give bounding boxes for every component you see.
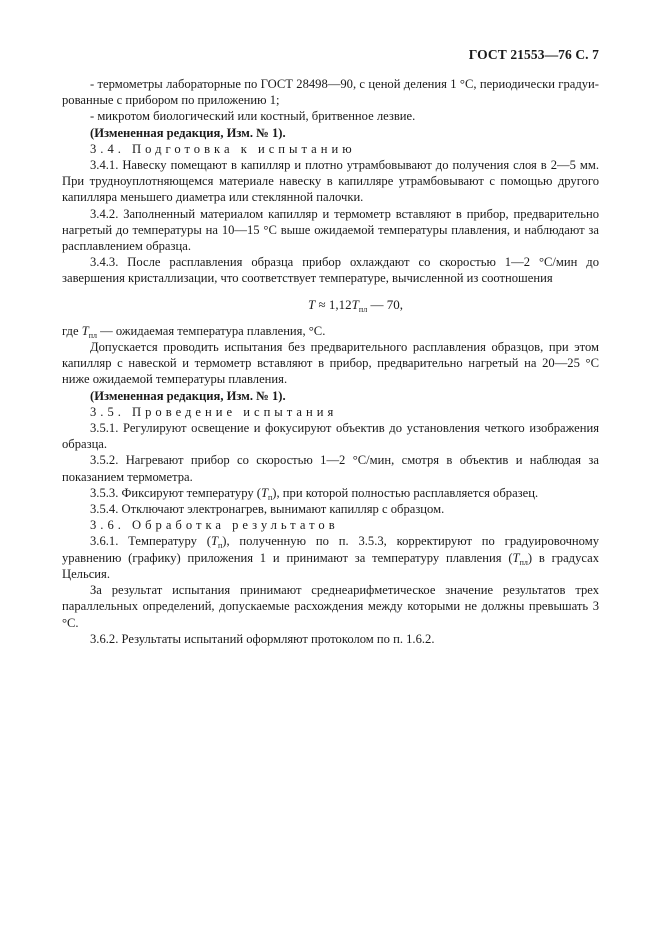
paragraph-3-4-2: 3.4.2. Заполненный материалом капилляр и термометр вставляют в прибор, предварительно нагретый до температуры на 10—15 °С выше ожидаемой температуры плавления, и наблюдают за расплавлением образца. <box>62 206 599 254</box>
paragraph-3-4-3: 3.4.3. После расплавления образца прибор охлаждают со скоростью 1—2 °С/мин до завершения кристаллизации, что соответствует температуре, вычисленной из соотношения <box>62 255 599 286</box>
t-symbol: T <box>210 534 218 549</box>
amendment-note: (Измененная редакция, Изм. № 1). <box>90 125 286 140</box>
paragraph-3-4-1: 3.4.1. Навеску помещают в капилляр и плотно утрамбовывают до получения слоя в 2—5 мм. При трудноуплотняющемся материале навеску в капилляре утрамбовывают с помощью другого капилляра меньшего диаметра или стеклянной палочки. <box>62 158 599 205</box>
paragraph-3-5-2: 3.5.2. Нагревают прибор со скоростью 1—2 °С/мин, смотря в объектив и наблюдая за показанием термометра. <box>62 453 599 484</box>
amendment-note-2: (Измененная редакция, Изм. № 1). <box>90 388 286 403</box>
section-heading-processing: 3.6. Обработка результатов <box>90 518 339 533</box>
t-symbol-2: T <box>512 550 520 565</box>
paragraph-3-6-2: 3.6.2. Результаты испытаний оформляют протоколом по п. 1.6.2. <box>90 631 435 646</box>
paragraph-3-6-1 <box>62 533 599 582</box>
paragraph-3-5-4: 3.5.4. Отключают электронагрев, вынимают капилляр с образцом. <box>90 502 445 517</box>
formula <box>62 297 599 313</box>
text-b: ), полученную по п. 3.5.3, корректируют по градуировочному уравнению (графику) приложения 1 и принимают за температуру плавления ( <box>62 534 599 565</box>
paragraph-allowed: Допускается проводить испытания без предварительного расплавления образцов, при этом капилляр с навеской и термометр вставляют в прибор, предварительно нагретый на 20—25 °С ниже ожидаемой температуры плавления. <box>62 340 599 387</box>
where-text: — ожидаемая температура плавления, °С. <box>96 323 326 338</box>
text-b: ), при которой полностью расплавляется образец. <box>272 485 539 500</box>
formula-sub: пл <box>358 304 368 314</box>
t-sub-2: пл <box>519 557 528 567</box>
text-c: ) в градусах Цельсия. <box>62 550 600 581</box>
where-sub: пл <box>88 330 97 340</box>
t-sub: п <box>268 492 273 502</box>
paragraph-3-5-1: 3.5.1. Регулируют освещение и фокусируют объектив до установления четкого изображения образца. <box>62 421 599 452</box>
formula-rhs: — 70, <box>367 296 403 312</box>
t-sub: п <box>217 541 223 551</box>
paragraph-result: За результат испытания принимают среднеарифметическое значение результатов трех параллельных определений, допускаемые расхождения между которыми не должны превышать 3 °С. <box>62 583 599 630</box>
paragraph-3-5-3 <box>62 485 599 501</box>
text-a: 3.6.1. Температуру ( <box>90 534 211 549</box>
t-symbol: T <box>261 485 269 500</box>
formula-lhs: T <box>308 296 316 312</box>
paragraph-where <box>62 323 599 339</box>
where-t: T <box>81 323 89 338</box>
text-a: 3.5.3. Фиксируют температуру ( <box>90 485 261 500</box>
paragraph-thermometers-cont: рованные с прибором по приложению 1; <box>62 93 280 108</box>
formula-op: ≈ 1,12 <box>315 296 352 312</box>
page-header: ГОСТ 21553—76 С. 7 <box>468 47 599 62</box>
document-body <box>62 76 599 647</box>
section-heading-testing: 3.5. Проведение испытания <box>90 404 338 419</box>
paragraph-microtome: - микротом биологический или костный, бритвенное лезвие. <box>90 109 416 124</box>
where-prefix: где <box>62 323 82 338</box>
section-heading-preparation: 3.4. Подготовка к испытанию <box>90 141 356 156</box>
paragraph-thermometers: - термометры лабораторные по ГОСТ 28498—90, с ценой деления 1 °С, периодически градуи- <box>90 77 599 91</box>
formula-t: T <box>351 296 359 312</box>
